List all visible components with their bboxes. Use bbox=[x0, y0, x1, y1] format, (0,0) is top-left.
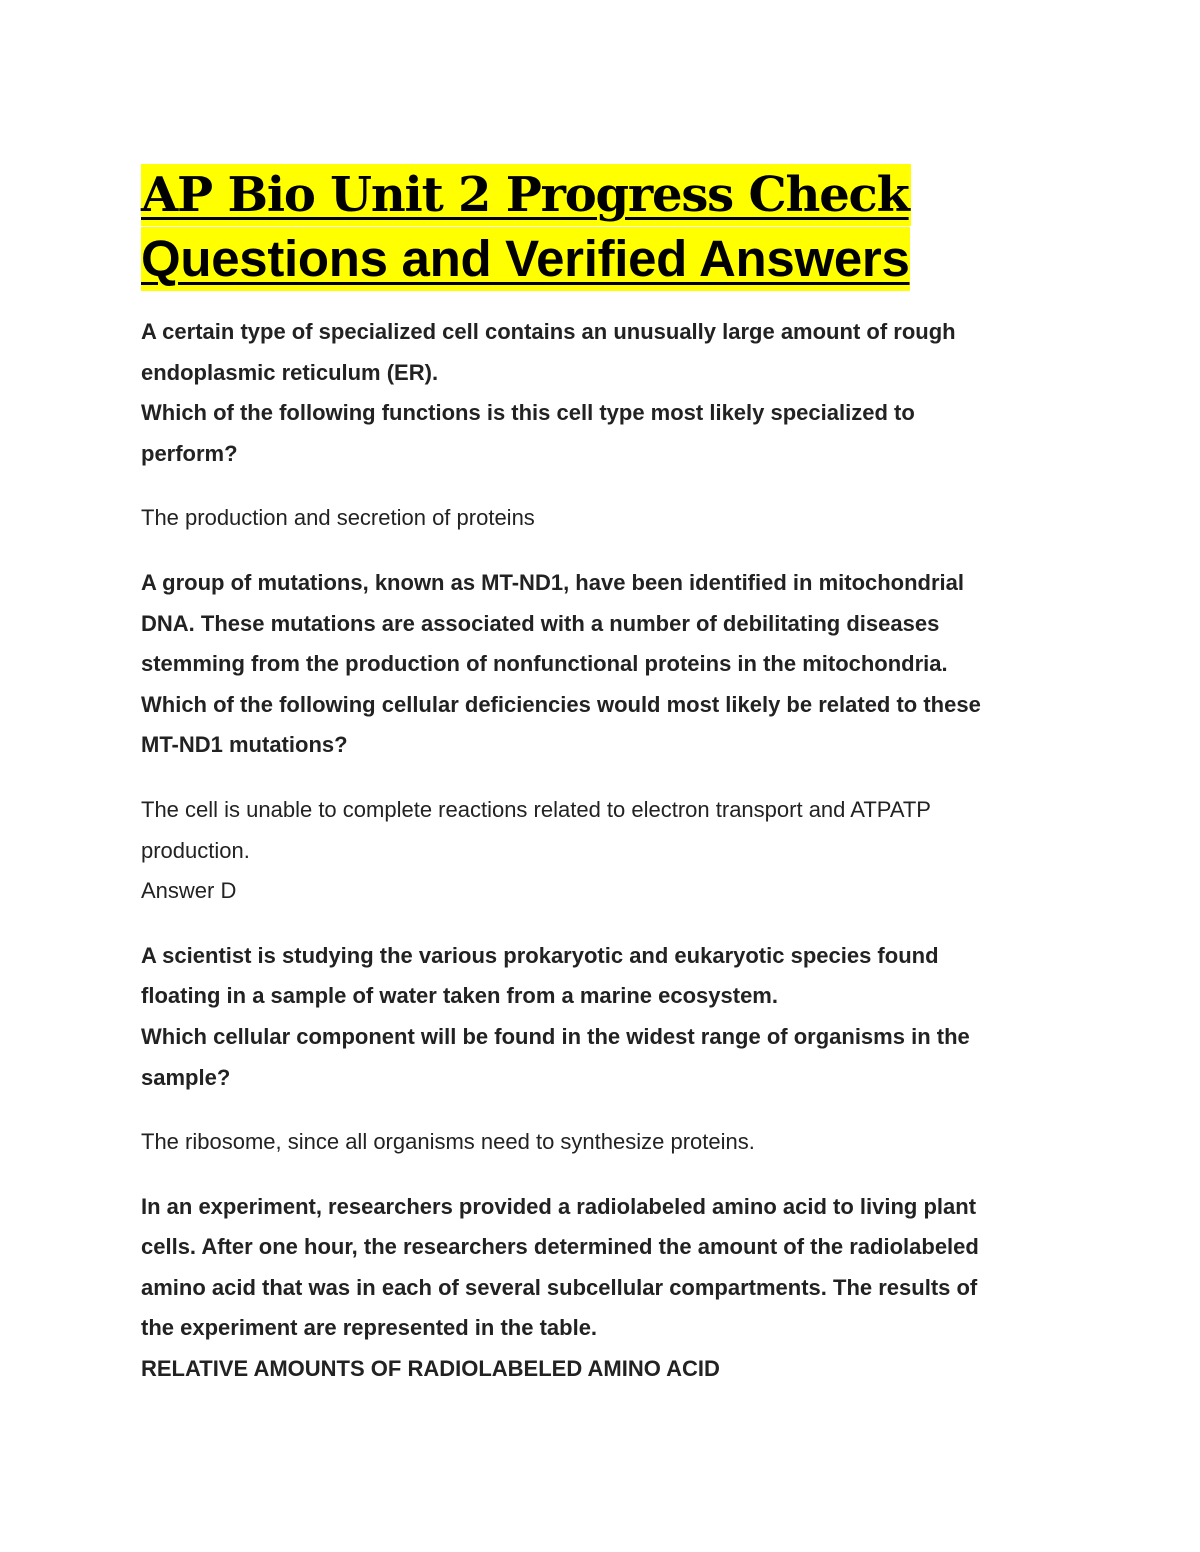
question-line: DNA. These mutations are associated with a number of debilitating diseases bbox=[141, 610, 940, 636]
answer-3 bbox=[141, 1122, 1061, 1163]
answer-line: The cell is unable to complete reactions related to electron transport and ATPATP bbox=[141, 796, 931, 822]
question-line: the experiment are represented in the table. bbox=[141, 1315, 598, 1341]
document-title bbox=[141, 164, 1061, 290]
question-3 bbox=[141, 936, 1061, 1098]
question-line: Which cellular component will be found in the widest range of organisms in the bbox=[141, 1023, 970, 1049]
question-line: A group of mutations, known as MT-ND1, have been identified in mitochondrial bbox=[141, 569, 965, 595]
question-line: perform? bbox=[141, 440, 238, 466]
answer-line: The production and secretion of proteins bbox=[141, 505, 535, 531]
table-heading: RELATIVE AMOUNTS OF RADIOLABELED AMINO ACID bbox=[141, 1356, 720, 1382]
question-line: amino acid that was in each of several subcellular compartments. The results of bbox=[141, 1274, 978, 1300]
answer-line: production. bbox=[141, 837, 250, 863]
question-line: cells. After one hour, the researchers determined the amount of the radiolabeled bbox=[141, 1234, 979, 1260]
answer-1 bbox=[141, 498, 1061, 539]
answer-2 bbox=[141, 790, 1061, 912]
question-line: Which of the following cellular deficiencies would most likely be related to these bbox=[141, 691, 981, 717]
question-line: floating in a sample of water taken from a marine ecosystem. bbox=[141, 983, 778, 1009]
question-2 bbox=[141, 563, 1061, 766]
title-line-2: Questions and Verified Answers bbox=[141, 227, 910, 291]
question-line: In an experiment, researchers provided a radiolabeled amino acid to living plant bbox=[141, 1193, 977, 1219]
question-1 bbox=[141, 312, 1061, 474]
question-line: endoplasmic reticulum (ER). bbox=[141, 359, 439, 385]
question-line: A scientist is studying the various prokaryotic and eukaryotic species found bbox=[141, 942, 939, 968]
question-4 bbox=[141, 1187, 1061, 1390]
question-line: stemming from the production of nonfunctional proteins in the mitochondria. bbox=[141, 651, 948, 677]
title-line-1: AP Bio Unit 2 Progress Check bbox=[141, 164, 911, 226]
question-line: A certain type of specialized cell contains an unusually large amount of rough bbox=[141, 319, 956, 344]
answer-line: Answer D bbox=[141, 878, 237, 904]
question-line: sample? bbox=[141, 1064, 231, 1090]
question-line: MT-ND1 mutations? bbox=[141, 732, 348, 758]
answer-line: The ribosome, since all organisms need to synthesize proteins. bbox=[141, 1129, 755, 1155]
document-content bbox=[141, 164, 1061, 1414]
question-line: Which of the following functions is this cell type most likely specialized to bbox=[141, 400, 915, 426]
